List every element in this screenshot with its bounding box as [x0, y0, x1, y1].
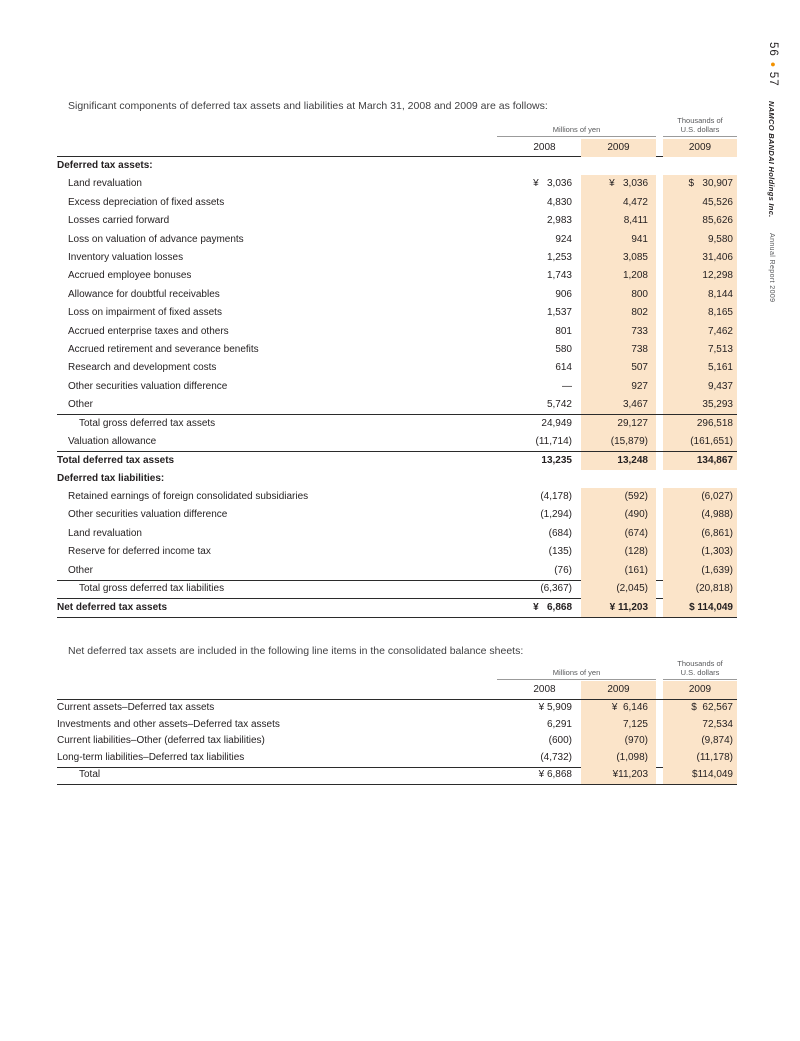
value-2008: 614: [555, 362, 572, 374]
table-row: [57, 525, 737, 543]
value-2009-yen: (15,879): [581, 433, 656, 451]
table-row: [57, 750, 737, 767]
row-label: Current liabilities–Other (deferred tax liabilities): [57, 735, 265, 747]
value-2009-usd: $114,049: [663, 767, 737, 784]
table-row: [57, 396, 737, 414]
value-2009-usd: (11,178): [663, 750, 737, 767]
value-2009-usd: $ 30,907: [663, 175, 737, 193]
value-2008: 6,291: [546, 718, 572, 730]
table-row: [57, 231, 737, 249]
value-2009-yen: 941: [581, 231, 656, 249]
table-row: [57, 194, 737, 212]
value-2008: (684): [548, 527, 572, 539]
value-2009-yen: (674): [581, 525, 656, 543]
value-2008: 13,235: [541, 454, 572, 466]
value-2008: ¥ 5,909: [538, 701, 572, 713]
value-2009-yen: 738: [581, 341, 656, 359]
table-row: [57, 598, 737, 616]
table-row: [57, 700, 737, 717]
value-2008: (4,732): [540, 752, 572, 764]
annual-report-vertical-text: Annual Report 2009: [768, 233, 775, 303]
row-label: Current assets–Deferred tax assets: [57, 701, 215, 713]
value-2008: 2,983: [546, 215, 572, 227]
row-label: Loss on valuation of advance payments: [68, 233, 244, 245]
value-2008: (6,367): [540, 583, 572, 595]
header-year-2008: 2008: [533, 141, 556, 153]
row-label: Accrued retirement and severance benefits: [68, 343, 259, 355]
value-2008: 24,949: [541, 417, 572, 429]
value-2008: 906: [555, 288, 572, 300]
page-numbers: [767, 42, 779, 87]
value-2008: 1,537: [546, 307, 572, 319]
row-label: Retained earnings of foreign consolidated subsidiaries: [68, 491, 309, 503]
value-2009-yen: 13,248: [581, 452, 656, 470]
value-2009-usd: (20,818): [663, 580, 737, 598]
value-2008: ¥ 6,868: [533, 601, 572, 613]
row-label: Loss on impairment of fixed assets: [68, 307, 222, 319]
table-row: [57, 733, 737, 750]
row-label: Other securities valuation difference: [68, 380, 228, 392]
net-deferred-tax-table: [57, 658, 737, 785]
unit-label-thousands-usd: Thousands of U.S. dollars: [663, 116, 737, 137]
value-2008: (4,178): [540, 491, 572, 503]
table-row: [57, 249, 737, 267]
value-2009-yen: (2,045): [581, 580, 656, 598]
value-2008: 1,743: [546, 270, 572, 282]
value-2008: 4,830: [546, 196, 572, 208]
header-year-2009-yen: 2009: [581, 139, 656, 157]
value-2009-yen: 8,411: [581, 212, 656, 230]
value-2008: (1,294): [540, 509, 572, 521]
value-2008: (600): [548, 735, 572, 747]
value-2009-usd: 8,144: [663, 286, 737, 304]
value-2009-usd: 35,293: [663, 396, 737, 414]
page-number-left: 56: [767, 42, 779, 57]
year-header-row: [57, 139, 737, 157]
value-2008: 924: [555, 233, 572, 245]
table-row: [57, 506, 737, 524]
value-2009-yen: (161): [581, 562, 656, 580]
value-2009-usd: (1,639): [663, 562, 737, 580]
table-body: [57, 700, 737, 785]
value-2009-yen: 4,472: [581, 194, 656, 212]
row-label: Net deferred tax assets: [57, 601, 168, 613]
row-label: Total deferred tax assets: [57, 454, 175, 466]
value-2008: 801: [555, 325, 572, 337]
table-row: [57, 304, 737, 322]
table-row: [57, 562, 737, 580]
value-2009-usd: $ 62,567: [663, 700, 737, 717]
value-2009-usd: 72,534: [663, 717, 737, 734]
table-row: [57, 580, 737, 598]
row-label: Other: [68, 399, 94, 411]
orange-dot-icon: ●: [768, 58, 778, 70]
value-2009-usd: 134,867: [663, 452, 737, 470]
value-2009-usd: 7,513: [663, 341, 737, 359]
row-label: Other: [68, 564, 94, 576]
table-row: [57, 488, 737, 506]
value-2008: 5,742: [546, 399, 572, 411]
table-row: [57, 717, 737, 734]
intro-paragraph-1: Significant components of deferred tax assets and liabilities at March 31, 2008 and 2009 are as follows:: [68, 100, 548, 112]
value-2009-yen: ¥ 6,146: [581, 700, 656, 717]
value-2009-usd: (4,988): [663, 506, 737, 524]
value-2009-usd: 9,580: [663, 231, 737, 249]
row-label: Deferred tax liabilities:: [57, 472, 165, 484]
table-row: [57, 323, 737, 341]
table-row: [57, 359, 737, 377]
table-body: [57, 157, 737, 618]
table-row: [57, 267, 737, 285]
deferred-tax-components-table: [57, 113, 737, 618]
unit-label-millions-yen: Millions of yen: [497, 668, 656, 680]
row-label: Other securities valuation difference: [68, 509, 228, 521]
value-2009-yen: (1,098): [581, 750, 656, 767]
year-header-row: [57, 682, 737, 700]
row-label: Reserve for deferred income tax: [68, 546, 211, 558]
main-content: [57, 0, 737, 785]
table-row: [57, 286, 737, 304]
value-2009-yen: 507: [581, 359, 656, 377]
header-year-2009-usd: 2009: [663, 681, 737, 699]
table-row: [57, 470, 737, 488]
unit-label-thousands-usd: Thousands of U.S. dollars: [663, 659, 737, 680]
table-row: [57, 378, 737, 396]
table-row: [57, 175, 737, 193]
value-2009-yen: ¥11,203: [581, 767, 656, 784]
row-label: Total: [79, 769, 101, 781]
row-label: Allowance for doubtful receivables: [68, 288, 220, 300]
value-2009-usd: 5,161: [663, 359, 737, 377]
row-label: Excess depreciation of fixed assets: [68, 196, 225, 208]
value-2009-yen: (128): [581, 543, 656, 561]
unit-label-millions-yen: Millions of yen: [497, 125, 656, 137]
value-2009-usd: (6,861): [663, 525, 737, 543]
header-year-2008: 2008: [533, 684, 556, 696]
value-2008: (11,714): [535, 435, 572, 447]
value-2008: —: [562, 380, 572, 392]
table-row: [57, 212, 737, 230]
table-header: [57, 113, 737, 157]
row-label: Accrued employee bonuses: [68, 270, 192, 282]
value-2009-usd: 12,298: [663, 267, 737, 285]
value-2009-usd: 7,462: [663, 323, 737, 341]
value-2009-usd: 8,165: [663, 304, 737, 322]
value-2009-usd: 9,437: [663, 378, 737, 396]
value-2009-usd: $ 114,049: [663, 599, 737, 617]
row-label: Land revaluation: [68, 527, 142, 539]
value-2008: ¥ 3,036: [533, 178, 572, 190]
row-label: Accrued enterprise taxes and others: [68, 325, 229, 337]
value-2009-yen: 800: [581, 286, 656, 304]
header-year-2009-usd: 2009: [663, 139, 737, 157]
row-label: Inventory valuation losses: [68, 251, 184, 263]
row-label: Total gross deferred tax assets: [79, 417, 216, 429]
value-2008: ¥ 6,868: [538, 769, 572, 781]
value-2009-yen: 1,208: [581, 267, 656, 285]
table-row: [57, 543, 737, 561]
value-2008: (76): [554, 564, 572, 576]
value-2009-yen: ¥ 3,036: [581, 175, 656, 193]
intro-paragraph-2: Net deferred tax assets are included in the following line items in the consolidated balance sheets:: [68, 644, 524, 657]
value-2009-yen: 29,127: [581, 415, 656, 433]
value-2009-usd: 85,626: [663, 212, 737, 230]
value-2009-yen: 733: [581, 323, 656, 341]
table-row: [57, 414, 737, 432]
row-label: Losses carried forward: [68, 215, 170, 227]
row-label: Long-term liabilities–Deferred tax liabilities: [57, 752, 245, 764]
value-2009-yen: (490): [581, 506, 656, 524]
table-row: [57, 451, 737, 469]
value-2009-yen: 7,125: [581, 717, 656, 734]
row-label: Land revaluation: [68, 178, 142, 190]
value-2008: (135): [548, 546, 572, 558]
value-2009-usd: 296,518: [663, 415, 737, 433]
row-label: Investments and other assets–Deferred tax assets: [57, 718, 280, 730]
page-number-right: 57: [767, 71, 779, 87]
table-row: [57, 433, 737, 451]
table-row: [57, 157, 737, 175]
value-2009-usd: (161,651): [663, 433, 737, 451]
value-2009-yen: (592): [581, 488, 656, 506]
value-2009-yen: 802: [581, 304, 656, 322]
table-row: [57, 341, 737, 359]
table-header: [57, 658, 737, 700]
row-label: Research and development costs: [68, 362, 217, 374]
brand-vertical-text: NAMCO BANDAI Holdings Inc.: [767, 101, 776, 218]
value-2009-yen: 3,467: [581, 396, 656, 414]
value-2008: 1,253: [546, 251, 572, 263]
value-2008: 580: [555, 343, 572, 355]
value-2009-yen: (970): [581, 733, 656, 750]
table-row: [57, 767, 737, 784]
value-2009-yen: 3,085: [581, 249, 656, 267]
row-label: Valuation allowance: [68, 435, 157, 447]
value-2009-yen: ¥ 11,203: [581, 599, 656, 617]
value-2009-yen: 927: [581, 378, 656, 396]
row-label: Total gross deferred tax liabilities: [79, 583, 225, 595]
value-2009-usd: (1,303): [663, 543, 737, 561]
value-2009-usd: 45,526: [663, 194, 737, 212]
row-label: Deferred tax assets:: [57, 160, 153, 171]
value-2009-usd: (6,027): [663, 488, 737, 506]
value-2009-usd: 31,406: [663, 249, 737, 267]
header-year-2009-yen: 2009: [581, 681, 656, 699]
value-2009-usd: (9,874): [663, 733, 737, 750]
